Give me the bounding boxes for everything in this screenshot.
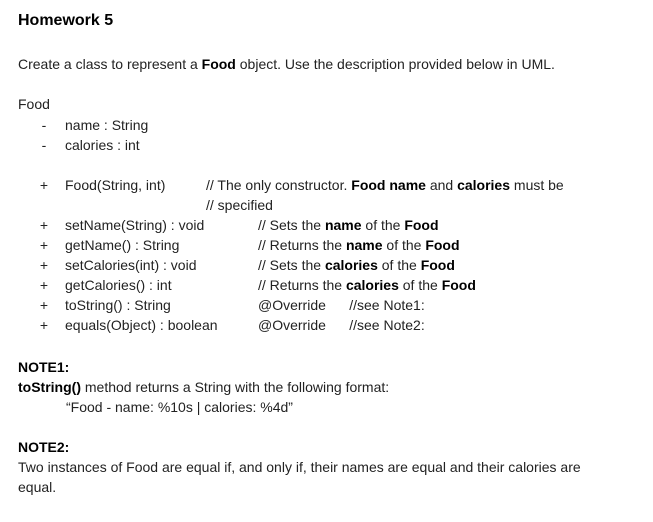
constructor-comment: // The only constructor. Food name and calories must be [206,177,564,193]
method-marker: + [39,297,49,313]
attribute-marker: - [41,117,47,133]
note1-heading: NOTE1: [18,359,70,375]
method-marker: + [39,317,49,333]
method-signature: setCalories(int) : void [65,257,197,273]
note1-format: “Food - name: %10s | calories: %4d” [66,399,293,415]
method-signature: equals(Object) : boolean [65,317,218,333]
method-marker: + [39,257,49,273]
method-comment: // Sets the calories of the Food [258,257,455,273]
constructor-signature: Food(String, int) [65,177,166,193]
uml-class-name: Food [18,96,50,112]
note2-text-line2: equal. [18,479,57,495]
method-marker: + [39,217,49,233]
method-signature: toString() : String [65,297,171,313]
method-comment: @Override //see Note2: [258,317,425,333]
attribute-marker: - [41,137,47,153]
constructor-marker: + [39,177,49,193]
note2-text-line1: Two instances of Food are equal if, and only if, their names are equal and their calories are [18,459,581,475]
method-signature: getName() : String [65,237,180,253]
method-signature: setName(String) : void [65,217,205,233]
intro-text: Create a class to represent a Food object. Use the description provided below in UML. [18,56,555,72]
method-comment: @Override //see Note1: [258,297,425,313]
method-signature: getCalories() : int [65,277,172,293]
homework-title: Homework 5 [18,12,114,29]
method-comment: // Sets the name of the Food [258,217,439,233]
note2-heading: NOTE2: [18,439,70,455]
method-comment: // Returns the calories of the Food [258,277,476,293]
attribute-name: name : String [65,117,149,133]
note1-text: toString() method returns a String with the following format: [18,379,390,395]
method-comment: // Returns the name of the Food [258,237,460,253]
attribute-calories: calories : int [65,137,140,153]
method-marker: + [39,237,49,253]
method-marker: + [39,277,49,293]
constructor-comment-cont: // specified [206,197,273,213]
